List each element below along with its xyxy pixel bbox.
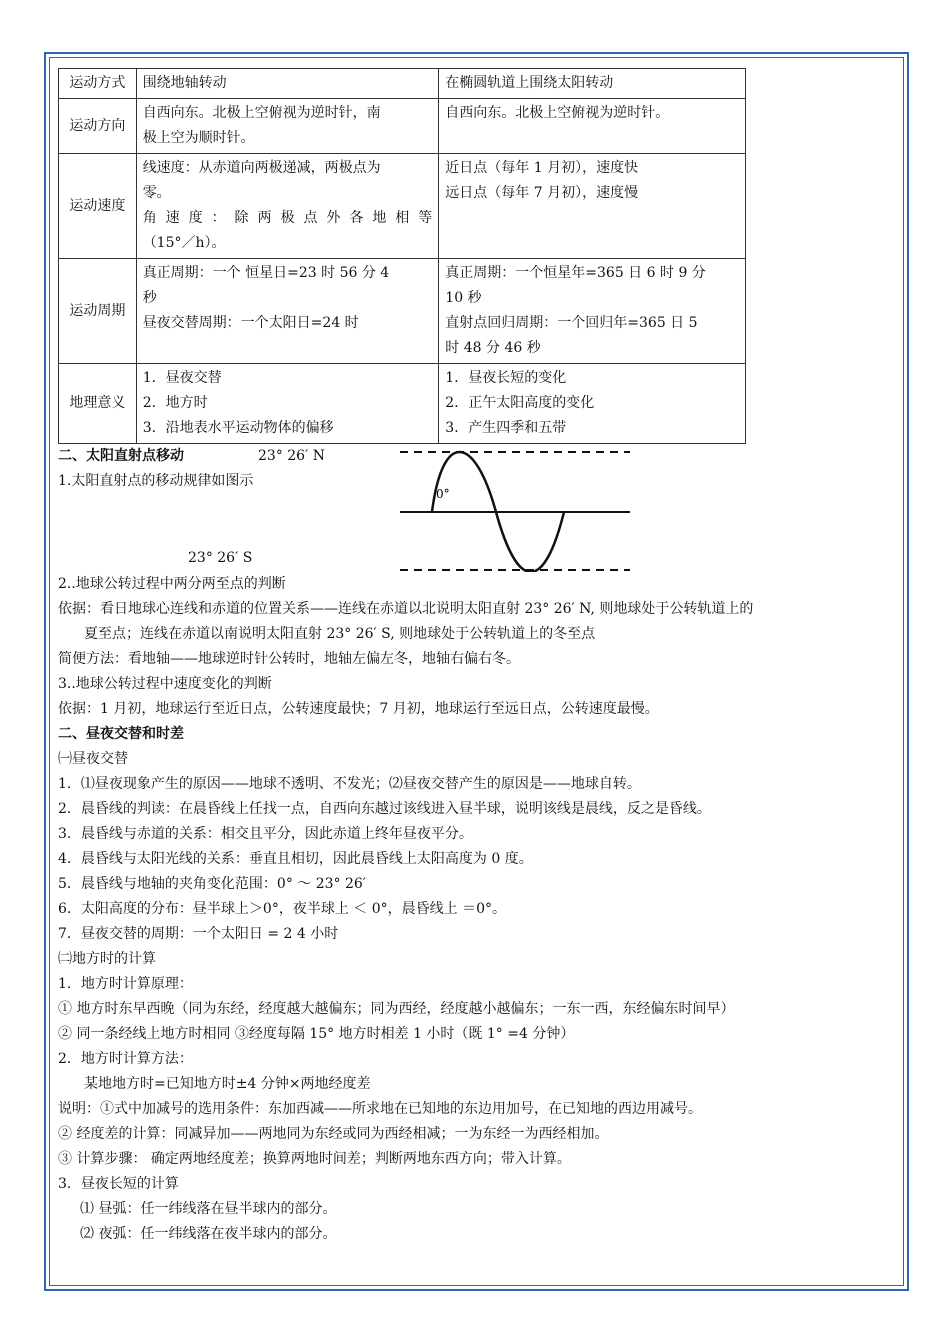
cell-line: 在椭圆轨道上围绕太阳转动 [445, 75, 614, 91]
table-row [59, 154, 746, 259]
text-line: 2．地方时计算方法： [58, 1051, 193, 1067]
cell-line: 1．昼夜交替 [142, 370, 222, 386]
row-head: 运动周期 [59, 259, 137, 364]
table-row [59, 69, 746, 99]
list-item: 1．⑴昼夜现象产生的原因——地球不透明、不发光；⑵昼夜交替产生的原因是——地球自转。 [58, 776, 641, 792]
row-head: 运动方式 [59, 69, 137, 99]
text-line: ② 同一条经线上地方时相同 ③经度每隔 15° 地方时相差 1 小时（既 1° =4 分钟） [58, 1026, 575, 1042]
revolution-cell [439, 259, 746, 364]
cell-line: 角 速 度 ： 除 两 极 点 外 各 地 相 等 [142, 210, 433, 226]
text-line: 依据：看日地球心连线和赤道的位置关系——连线在赤道以北说明太阳直射 23° 26′ N, 则地球处于公转轨道上的 [58, 601, 754, 617]
cell-line: （15°／h）。 [142, 235, 226, 251]
text-line: ⑴ 昼弧：任一纬线落在昼半球内的部分。 [80, 1201, 337, 1217]
cell-line: 真正周期：一个 恒星日=23 时 56 分 4 [142, 265, 390, 281]
list-item: 3．晨昏线与赤道的关系：相交且平分，因此赤道上终年昼夜平分。 [58, 826, 473, 842]
subsection-title: ㈠昼夜交替 [58, 751, 128, 767]
text-line: 依据：1 月初，地球运行至近日点，公转速度最快；7 月初，地球运行至远日点，公转速度最慢。 [58, 701, 659, 717]
cell-line: 远日点（每年 7 月初），速度慢 [445, 185, 639, 201]
list-item: 5．晨昏线与地轴的夹角变化范围：0° ～ 23° 26′ [58, 876, 366, 892]
text-line: ② 经度差的计算：同减异加——两地同为东经或同为西经相减；一为东经一为西经相加。 [58, 1126, 609, 1142]
cell-line: 2．正午太阳高度的变化 [445, 395, 595, 411]
revolution-cell [439, 69, 746, 99]
section-title: 二、太阳直射点移动 [58, 448, 184, 464]
cell-line: 零。 [142, 185, 171, 201]
cell-line: 近日点（每年 1 月初），速度快 [445, 160, 639, 176]
diagram-caption: 1.太阳直射点的移动规律如图示 [58, 473, 254, 489]
cell-line: 3．沿地表水平运动物体的偏移 [142, 420, 334, 436]
text-line: 简便方法：看地轴——地球逆时针公转时，地轴左偏左冬，地轴右偏右冬。 [58, 651, 520, 667]
formula: 某地地方时=已知地方时±4 分钟×两地经度差 [84, 1076, 371, 1092]
cell-line: 直射点回归周期：一个回归年=365 日 5 [445, 315, 698, 331]
row-head: 运动速度 [59, 154, 137, 259]
cell-line: 自西向东。北极上空俯视为逆时针。 [445, 105, 670, 121]
row-head: 运动方向 [59, 99, 137, 154]
cell-line: 围绕地轴转动 [142, 75, 227, 91]
cell-line: 极上空为顺时针。 [142, 130, 255, 146]
text-line: 3..地球公转过程中速度变化的判断 [58, 676, 272, 692]
text-line: ① 地方时东早西晚（同为东经，经度越大越偏东；同为西经，经度越小越偏东；一东一西，东经偏东时间早） [58, 1001, 735, 1017]
subsolar-point-diagram [58, 444, 898, 572]
rotation-cell [136, 259, 439, 364]
revolution-cell [439, 99, 746, 154]
rotation-cell [136, 69, 439, 99]
text-line: 说明：①式中加减号的选用条件：东加西减——所求地在已知地的东边用加号，在已知地的西边用减号。 [58, 1101, 702, 1117]
text-line: 夏至点；连线在赤道以南说明太阳直射 23° 26′ S, 则地球处于公转轨道上的冬至点 [84, 626, 596, 642]
rotation-revolution-table [58, 68, 746, 444]
cell-line: 线速度：从赤道向两极递减，两极点为 [142, 160, 381, 176]
rotation-cell [136, 154, 439, 259]
cell-line: 秒 [142, 290, 157, 306]
text-line: ③ 计算步骤： 确定两地经度差；换算两地时间差；判断两地东西方向；带入计算。 [58, 1151, 571, 1167]
text-line: 1．地方时计算原理： [58, 976, 193, 992]
cell-line: 真正周期：一个恒星年=365 日 6 时 9 分 [445, 265, 706, 281]
text-line: 3．昼夜长短的计算 [58, 1176, 179, 1192]
row-head: 地理意义 [59, 364, 137, 444]
revolution-cell [439, 364, 746, 444]
subsection-title: ㈡地方时的计算 [58, 951, 156, 967]
text-line: ⑵ 夜弧：任一纬线落在夜半球内的部分。 [80, 1226, 337, 1242]
text-line: 2..地球公转过程中两分两至点的判断 [58, 576, 286, 592]
list-item: 2．晨昏线的判读：在晨昏线上任找一点，自西向东越过该线进入昼半球，说明该线是晨线，反之是昏线。 [58, 801, 711, 817]
cell-line: 2．地方时 [142, 395, 208, 411]
zero-degree-label: 0° [436, 487, 450, 501]
cell-line: 时 48 分 46 秒 [445, 340, 541, 356]
table-row [59, 99, 746, 154]
section-title: 二、昼夜交替和时差 [58, 726, 184, 742]
cell-line: 1．昼夜长短的变化 [445, 370, 567, 386]
cell-line: 自西向东。北极上空俯视为逆时针，南 [142, 105, 381, 121]
tropic-north-label: 23° 26′ N [258, 448, 325, 464]
cell-line: 3．产生四季和五带 [445, 420, 567, 436]
rotation-cell [136, 364, 439, 444]
table-row [59, 364, 746, 444]
cell-line: 昼夜交替周期：一个太阳日=24 时 [142, 315, 359, 331]
cell-line: 10 秒 [445, 290, 482, 306]
list-item: 6．太阳高度的分布：昼半球上＞0°，夜半球上 ＜ 0°，晨昏线上 ＝0°。 [58, 901, 506, 917]
document-body [58, 68, 898, 1247]
tropic-south-label: 23° 26′ S [188, 550, 253, 566]
table-row [59, 259, 746, 364]
list-item: 4．晨昏线与太阳光线的关系：垂直且相切，因此晨昏线上太阳高度为 0 度。 [58, 851, 533, 867]
rotation-cell [136, 99, 439, 154]
list-item: 7．昼夜交替的周期：一个太阳日 = 2 4 小时 [58, 926, 339, 942]
revolution-cell [439, 154, 746, 259]
sine-diagram [394, 444, 634, 572]
